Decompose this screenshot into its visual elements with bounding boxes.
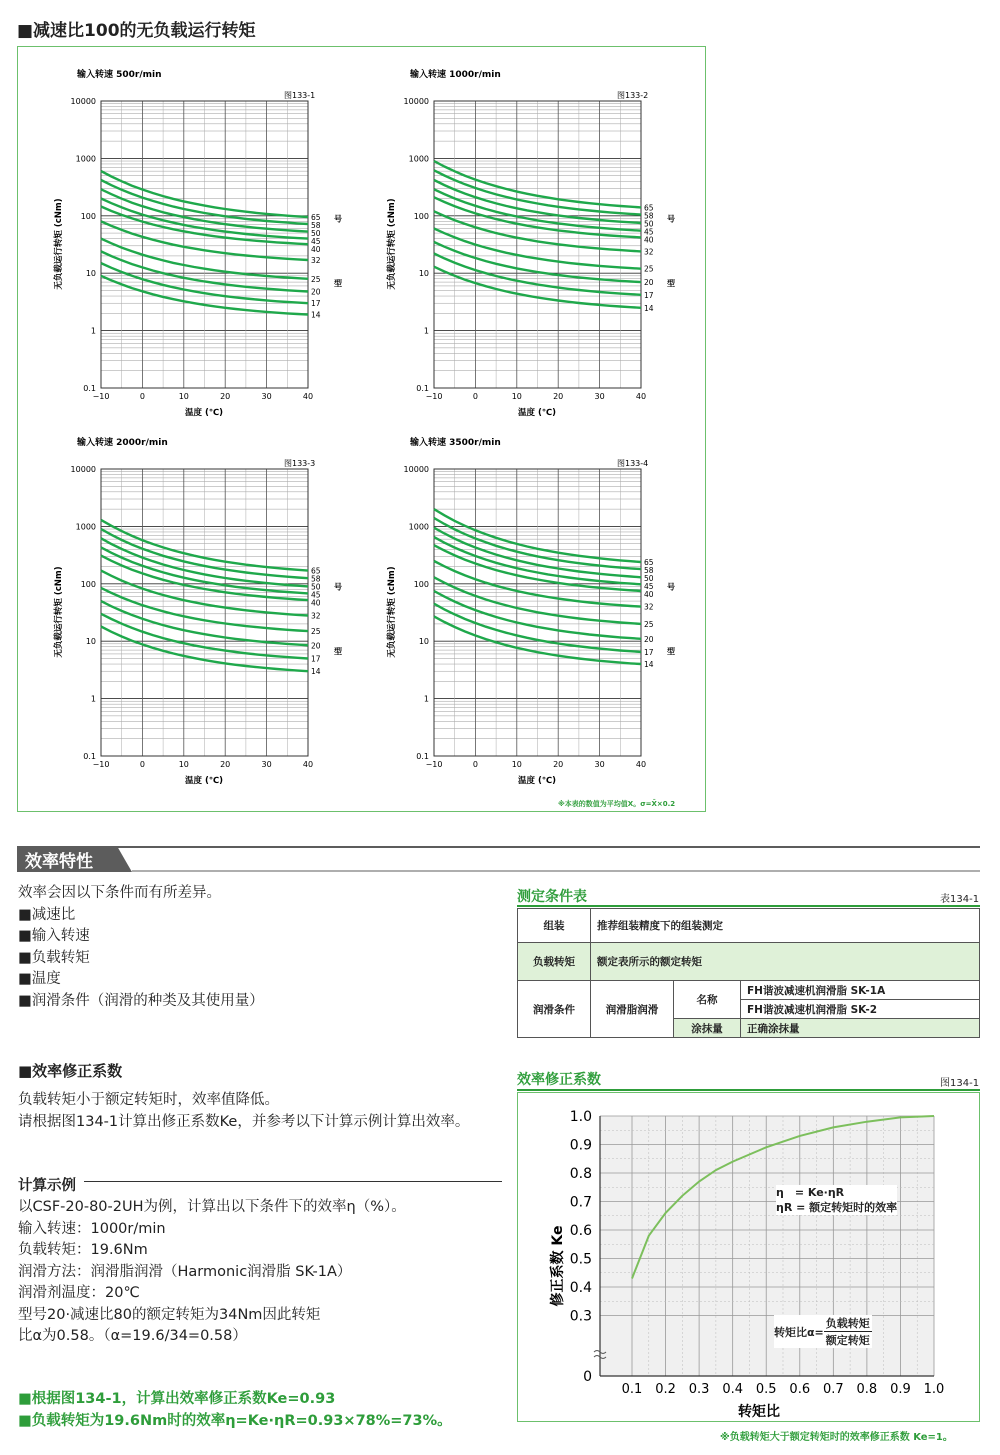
cond-amount-label: 涂抹量 [674,1019,741,1038]
example-line: 润滑方法：润滑脂润滑（Harmonic润滑脂 SK-1A） [18,1263,352,1280]
series-label: 14 [311,667,321,677]
x-tick-label: 0.6 [789,1382,811,1397]
x-tick-label: 40 [302,760,314,769]
example-heading: 计算示例 [18,1178,76,1194]
x-tick-label: 40 [635,760,647,769]
eff-chart-svg [518,1093,979,1421]
series-label: 45 [311,237,321,247]
y-tick-label: 1000 [408,154,429,164]
model-label-bottom: 型 [667,646,675,656]
y-tick-label: 0.1 [416,384,429,393]
series-label: 50 [311,229,321,239]
x-tick-label: 30 [594,392,605,401]
x-tick-label: −10 [425,760,443,769]
x-tick-label: 10 [511,392,522,401]
average-value-note: ※本表的数值为平均值X。σ=X̄×0.2 [558,800,676,808]
y-tick-label: 0.4 [569,1280,592,1296]
cond-name-label: 名称 [674,981,741,1019]
cond-label: 组装 [518,909,591,943]
series-label: 40 [644,589,654,599]
series-label: 65 [644,557,654,567]
figure-number: 图133-4 [617,459,649,468]
formula-fraction [824,1315,872,1348]
y-tick-label: 0 [583,1369,592,1385]
x-tick-label: 40 [302,392,314,401]
cond-label: 润滑条件 [518,981,591,1038]
x-axis-title: 温度 (℃) [184,408,224,418]
torque-chart [53,436,342,786]
x-axis-title: 转矩比 [738,1404,780,1420]
cond-value: 推荐组装精度下的组装测定 [591,909,980,943]
y-tick-label: 10 [418,269,429,279]
y-axis-title: 无负载运行转矩 (cNm) [54,198,64,290]
cond-method: 润滑脂润滑 [591,981,674,1038]
y-tick-label: 10 [85,269,96,279]
series-label: 40 [311,598,321,608]
model-label-bottom: 型 [334,278,342,288]
chart-title: 输入转速 1000r/min [410,70,501,80]
cond-table-title: 测定条件表 [517,889,587,905]
x-tick-label: 0 [472,760,478,769]
correction-heading: ■效率修正系数 [18,1062,123,1080]
torque-ratio-formula [774,1315,872,1348]
intro-lead: 效率会因以下条件而有所差异。 [18,885,221,901]
series-label: 17 [644,647,654,657]
chart-title: 输入转速 2000r/min [77,438,168,448]
x-tick-label: 0.9 [890,1382,911,1397]
page-title: ■减速比100的无负载运行转矩 [17,21,256,41]
y-tick-label: 100 [413,211,429,221]
figure-number: 图133-3 [284,459,316,468]
series-label: 65 [311,566,321,576]
series-label: 14 [311,310,321,320]
y-tick-label: 0.6 [569,1223,592,1239]
y-tick-label: 10000 [70,465,96,474]
series-label: 45 [644,581,654,591]
y-tick-label: 1.0 [569,1109,592,1125]
model-label-top: 号 [667,582,675,592]
series-label: 20 [311,641,321,651]
section-banner-label: 效率特性 [25,852,93,872]
eff-legend-line: η = Ke·ηR [776,1186,845,1199]
condition-table [517,908,980,1038]
y-tick-label: 0.7 [569,1194,592,1211]
formula-numerator: 负载转矩 [825,1317,870,1330]
torque-chart [53,68,342,418]
series-label: 32 [311,611,321,621]
y-tick-label: 1000 [408,522,429,532]
x-tick-label: 1.0 [923,1382,945,1397]
series-label: 25 [644,619,654,629]
series-label: 40 [644,235,654,245]
y-tick-label: 0.1 [83,752,96,761]
eff-chart-number: 图134-1 [940,1078,980,1089]
intro-item: ■温度 [18,971,61,987]
intro-item: ■减速比 [18,906,76,923]
x-tick-label: 0 [139,392,145,401]
y-tick-label: 0.5 [569,1251,592,1268]
intro-item: ■润滑条件（润滑的种类及其使用量） [18,992,264,1009]
y-tick-label: 100 [413,579,429,589]
bottom-note: ※负载转矩大于额定转矩时的效率修正系数 Ke=1。 [720,1432,953,1443]
eff-legend-line: ηR = 额定转矩时的效率 [776,1201,898,1214]
series-label: 25 [311,627,321,637]
chart-title: 输入转速 500r/min [77,70,162,80]
eff-chart-frame [517,1092,980,1422]
x-axis-title: 温度 (℃) [184,776,224,786]
cond-name-value: FH谐波减速机润滑脂 SK-1A [741,981,980,1000]
x-tick-label: 20 [553,392,564,401]
series-label: 17 [311,299,321,309]
x-tick-label: 0 [472,392,478,401]
model-label-top: 号 [334,582,342,592]
y-tick-label: 10000 [70,97,96,106]
y-tick-label: 1 [90,326,96,336]
y-tick-label: 10000 [403,97,429,106]
x-tick-label: 0.7 [822,1382,844,1397]
torque-charts-svg [18,47,705,811]
x-tick-label: 10 [511,760,522,769]
series-label: 17 [644,290,654,300]
example-line: 比α为0.58。（α=19.6/34=0.58） [18,1328,247,1344]
y-tick-label: 0.9 [569,1137,592,1154]
series-label: 45 [311,590,321,600]
x-tick-label: 30 [261,392,272,401]
x-tick-label: 20 [220,760,231,769]
y-tick-label: 1000 [75,154,96,164]
series-label: 58 [644,565,654,575]
cond-amount-value: 正确涂抹量 [741,1019,980,1038]
figure-number: 图133-2 [617,91,649,100]
y-tick-label: 0.1 [416,752,429,761]
x-tick-label: 10 [178,760,189,769]
series-label: 45 [644,227,654,237]
y-tick-label: 0.8 [569,1166,592,1182]
y-tick-label: 10 [418,637,429,647]
section-banner [17,846,980,872]
y-axis-title: 无负载运行转矩 (cNm) [387,566,397,658]
y-tick-label: 1 [423,326,429,336]
y-axis-title: 无负载运行转矩 (cNm) [54,566,64,658]
x-tick-label: 30 [261,760,272,769]
series-label: 25 [311,274,321,284]
y-tick-label: 1000 [75,522,96,532]
model-label-bottom: 型 [334,646,342,656]
x-tick-label: 20 [220,392,231,401]
x-tick-label: 20 [553,760,564,769]
series-label: 65 [644,203,654,213]
y-tick-label: 0.1 [83,384,96,393]
series-label: 20 [311,287,321,297]
x-tick-label: 0.1 [621,1382,643,1397]
x-tick-label: 0.5 [755,1382,777,1397]
eff-legend [776,1185,897,1215]
y-tick-label: 1 [90,694,96,704]
correction-para: 负载转矩小于额定转矩时，效率值降低。 [18,1092,279,1108]
y-axis-title: 无负载运行转矩 (cNm) [387,198,397,290]
x-axis-title: 温度 (℃) [517,408,557,418]
y-axis-title: 修正系数 Ke [550,1225,566,1307]
series-label: 25 [644,264,654,274]
series-label: 50 [644,219,654,229]
model-label-top: 号 [667,214,675,224]
eff-chart-rule [517,1089,980,1091]
y-tick-label: 100 [80,211,96,221]
efficiency-chart [549,1109,944,1420]
x-tick-label: 0.2 [655,1382,676,1397]
chart-title: 输入转速 3500r/min [410,438,501,448]
series-label: 14 [644,660,654,670]
example-line: 输入转速：1000r/min [18,1220,166,1237]
torque-chart [386,436,675,786]
example-line: 型号20·减速比80的额定转矩为34Nm因此转矩 [18,1306,321,1323]
formula-denominator: 额定转矩 [825,1334,870,1347]
intro-item: ■输入转速 [18,928,90,944]
series-label: 32 [311,255,321,265]
formula-prefix: 转矩比α= [774,1325,824,1339]
correction-text [18,1090,508,1133]
torque-chart [386,68,675,418]
x-tick-label: 30 [594,760,605,769]
figure-number: 图133-1 [284,91,316,100]
example-line: 负载转矩：19.6Nm [18,1242,148,1258]
result-line: ■根据图134-1，计算出效率修正系数Ke=0.93 [18,1391,336,1407]
series-label: 20 [644,278,654,288]
torque-charts-panel [17,46,706,812]
series-label: 32 [644,602,654,612]
series-label: 40 [311,245,321,255]
series-label: 58 [311,574,321,584]
cond-label: 负载转矩 [518,943,591,981]
y-tick-label: 1 [423,694,429,704]
x-tick-label: 40 [635,392,647,401]
y-tick-label: 10 [85,637,96,647]
series-label: 58 [311,221,321,231]
series-label: 14 [644,303,654,313]
cond-value: 额定表所示的额定转矩 [591,943,980,981]
x-tick-label: 0 [139,760,145,769]
y-tick-label: 100 [80,579,96,589]
series-label: 50 [644,573,654,583]
model-label-bottom: 型 [667,278,675,288]
x-tick-label: −10 [92,760,110,769]
series-label: 65 [311,213,321,223]
example-rule [84,1181,502,1182]
example-line: 润滑剂温度：20℃ [18,1285,140,1301]
cond-table-rule [517,905,980,907]
y-tick-label: 10000 [403,465,429,474]
example-lines [18,1197,508,1348]
series-label: 58 [644,211,654,221]
model-label-top: 号 [334,214,342,224]
series-label: 20 [644,634,654,644]
x-tick-label: 0.3 [688,1382,710,1397]
x-tick-label: 0.8 [856,1382,878,1397]
intro-item: ■负载转矩 [18,949,90,966]
x-tick-label: 0.4 [722,1382,744,1397]
x-tick-label: 10 [178,392,189,401]
example-line: 以CSF-20-80-2UH为例，计算出以下条件下的效率η（%）。 [18,1199,406,1215]
series-label: 50 [311,582,321,592]
x-tick-label: −10 [92,392,110,401]
x-tick-label: −10 [425,392,443,401]
series-label: 17 [311,654,321,664]
x-axis-title: 温度 (℃) [517,776,557,786]
correction-para: 请根据图134-1计算出修正系数Ke，并参考以下计算示例计算出效率。 [18,1113,470,1130]
cond-table-number: 表134-1 [940,894,980,905]
cond-name-value: FH谐波减速机润滑脂 SK-2 [741,1000,980,1019]
eff-chart-title: 效率修正系数 [517,1072,601,1088]
intro-block [18,883,488,1012]
series-label: 32 [644,247,654,257]
result-line: ■负载转矩为19.6Nm时的效率η=Ke·ηR=0.93×78%=73%。 [18,1412,452,1429]
y-tick-label: 0.3 [569,1308,592,1325]
example-results [18,1389,508,1432]
